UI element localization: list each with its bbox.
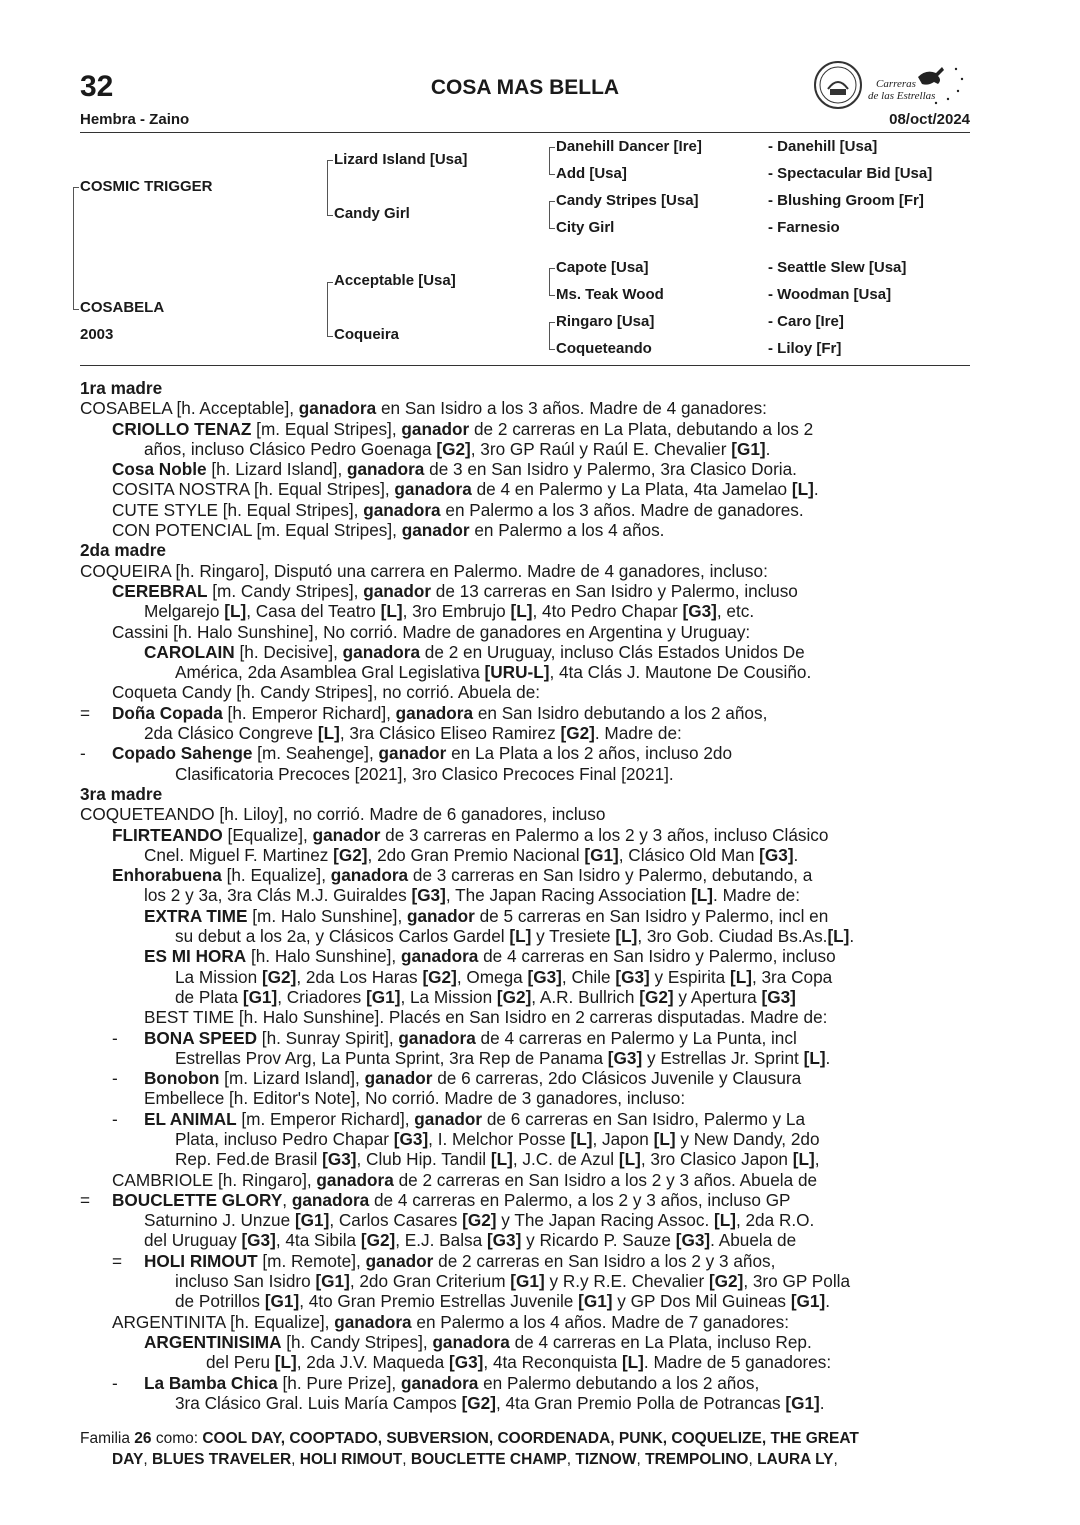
record-line: EXTRA TIME [m. Halo Sunshine], ganador de 5 carreras en San Isidro y Palermo, incl en [144, 905, 829, 926]
record-line: CEREBRAL [m. Candy Stripes], ganador de 13 carreras en San Isidro y Palermo, incluso [112, 580, 798, 601]
section-heading: 1ra madre [80, 378, 163, 398]
record-line: = HOLI RIMOUT [m. Remote], ganador de 2 carreras en San Isidro a los 2 y 3 años, [112, 1250, 776, 1271]
record-line: Cosa Noble [h. Lizard Island], ganadora de 3 en San Isidro y Palermo, 3ra Clasico Doria. [112, 459, 797, 480]
record-line: COSITA NOSTRA [h. Equal Stripes], ganadora de 4 en Palermo y La Plata, 4ta Jamelao [L]. [112, 479, 819, 500]
record-line: Embellece [h. Editor's Note], No corrió. Madre de 3 ganadores, incluso: [144, 1088, 686, 1109]
record-line: = Doña Copada [h. Emperor Richard], ganadora en San Isidro debutando a los 2 años, [80, 702, 768, 723]
sire: COSMIC TRIGGER [80, 178, 213, 195]
record-line: - Bonobon [m. Lizard Island], ganador de 6 carreras, 2do Clásicos Juvenile y Clausura [112, 1068, 802, 1089]
record-line: CUTE STYLE [h. Equal Stripes], ganadora en Palermo a los 3 años. Madre de ganadores. [112, 499, 804, 520]
dam: COSABELA [80, 299, 165, 316]
record-line: ARGENTINISIMA [h. Candy Stripes], ganadora de 4 carreras en La Plata, incluso Rep. [144, 1331, 812, 1352]
list-marker: - [112, 1027, 118, 1048]
record-line: - BONA SPEED [h. Sunray Spirit], ganadora de 4 carreras en Palermo y La Punta, incl [112, 1027, 797, 1048]
g4-4: - Farnesio [768, 219, 840, 236]
record-line: - Copado Sahenge [m. Seahenge], ganador en La Plata a los 2 años, incluso 2do [80, 743, 733, 764]
dam-dam: Coqueira [334, 326, 400, 343]
record-line: del Uruguay [G3], 4ta Sibila [G2], E.J. Balsa [G3] y Ricardo P. Sauze [G3]. Abuela de [144, 1230, 797, 1251]
g3-7: Ringaro [Usa] [556, 313, 655, 330]
g3-5: Capote [Usa] [556, 259, 649, 276]
record-line: ARGENTINITA [h. Equalize], ganadora en Palermo a los 4 años. Madre de 7 ganadores: [112, 1311, 790, 1332]
list-marker: - [112, 1068, 118, 1089]
logos [808, 55, 968, 115]
g4-3: - Blushing Groom [Fr] [768, 192, 924, 209]
g4-5: - Seattle Slew [Usa] [768, 259, 907, 276]
page-number: 32 [80, 70, 114, 103]
record-line: La Mission [G2], 2da Los Haras [G2], Omega [G3], Chile [G3] y Espirita [L], 3ra Copa [175, 966, 833, 987]
g3-4: City Girl [556, 219, 615, 236]
family-line-1: Familia 26 como: COOL DAY, COOPTADO, SUBVERSION, COORDENADA, PUNK, COQUELIZE, THE GREAT [80, 1430, 859, 1447]
record-line: los 2 y 3a, 3ra Clás M.J. Guiraldes [G3], The Japan Racing Association [L]. Madre de: [144, 885, 800, 906]
record-line: Saturnino J. Unzue [G1], Carlos Casares [G2] y The Japan Racing Assoc. [L], 2da R.O. [144, 1210, 815, 1231]
logo-text: de las Estrellas [868, 90, 936, 102]
record-line: Rep. Fed.de Brasil [G3], Club Hip. Tandil [L], J.C. de Azul [L], 3ro Clasico Japon [L], [175, 1149, 820, 1170]
list-marker: = [80, 702, 91, 723]
record-line: Melgarejo [L], Casa del Teatro [L], 3ro Embrujo [L], 4to Pedro Chapar [G3], etc. [144, 601, 755, 622]
record-line: CAROLAIN [h. Decisive], ganadora de 2 en Uruguay, incluso Clás Estados Unidos De [144, 641, 805, 662]
dam-year: 2003 [80, 326, 114, 343]
g3-6: Ms. Teak Wood [556, 286, 664, 303]
record-line: de Plata [G1], Criadores [G1], La Mission [G2], A.R. Bullrich [G2] y Apertura [G3] [175, 986, 796, 1007]
family-line-2: DAY, BLUES TRAVELER, HOLI RIMOUT, BOUCLETTE CHAMP, TIZNOW, TREMPOLINO, LAURA LY, [112, 1451, 838, 1468]
produce-record [80, 378, 980, 1413]
record-line: Clasificatoria Precoces [2021], 3ro Clasico Precoces Final [2021]. [175, 763, 674, 784]
record-line: Cassini [h. Halo Sunshine], No corrió. Madre de ganadores en Argentina y Uruguay: [112, 621, 751, 642]
g4-1: - Danehill [Usa] [768, 138, 878, 155]
record-line: - EL ANIMAL [m. Emperor Richard], ganador de 6 carreras en San Isidro, Palermo y La [112, 1108, 805, 1129]
record-line: Cnel. Miguel F. Martinez [G2], 2do Gran Premio Nacional [G1], Clásico Old Man [G3]. [144, 844, 799, 865]
record-line: COQUEIRA [h. Ringaro], Disputó una carrera en Palermo. Madre de 4 ganadores, incluso: [80, 560, 768, 581]
record-line: de Potrillos [G1], 4to Gran Premio Estrellas Juvenile [G1] y GP Dos Mil Guineas [G1]. [175, 1291, 830, 1312]
record-line: = BOUCLETTE GLORY, ganadora de 4 carreras en Palermo, a los 2 y 3 años, incluso GP [80, 1189, 791, 1210]
record-line: ES MI HORA [h. Halo Sunshine], ganadora de 4 carreras en San Isidro y Palermo, incluso [144, 946, 836, 967]
record-line: CON POTENCIAL [m. Equal Stripes], ganador en Palermo a los 4 años. [112, 520, 665, 541]
top-rule [80, 132, 970, 133]
list-marker: = [80, 1189, 91, 1210]
list-marker: - [112, 1108, 118, 1129]
breeders-cup-logo-icon [808, 55, 968, 115]
sire-dam: Candy Girl [334, 205, 410, 222]
pedigree-rule [80, 365, 970, 366]
g3-1: Danehill Dancer [Ire] [556, 138, 702, 155]
record-line: incluso San Isidro [G1], 2do Gran Criterium [G1] y R.y R.E. Chevalier [G2], 3ro GP Polla [175, 1271, 851, 1292]
list-marker: - [80, 743, 86, 764]
record-line: - La Bamba Chica [h. Pure Prize], ganadora en Palermo debutando a los 2 años, [112, 1372, 760, 1393]
record-line: CAMBRIOLE [h. Ringaro], ganadora de 2 carreras en San Isidro a los 2 y 3 años. Abuela de [112, 1169, 818, 1190]
family-footer [80, 1428, 980, 1470]
list-marker: = [112, 1250, 123, 1271]
horse-name: COSA MAS BELLA [430, 76, 620, 99]
g4-7: - Caro [Ire] [768, 313, 844, 330]
sire-sire: Lizard Island [Usa] [334, 151, 468, 168]
record-line: Plata, incluso Pedro Chapar [G3], I. Melchor Posse [L], Japon [L] y New Dandy, 2do [175, 1128, 820, 1149]
date: 08/oct/2024 [889, 111, 970, 128]
record-line: del Peru [L], 2da J.V. Maqueda [G3], 4ta Reconquista [L]. Madre de 5 ganadores: [206, 1352, 832, 1373]
record-line: Enhorabuena [h. Equalize], ganadora de 3 carreras en San Isidro y Palermo, debutando, a [112, 865, 813, 886]
list-marker: - [112, 1372, 118, 1393]
record-line: Coqueta Candy [h. Candy Stripes], no corrió. Abuela de: [112, 682, 541, 703]
section-heading: 3ra madre [80, 783, 163, 804]
record-line: años, incluso Clásico Pedro Goenaga [G2], 3ro GP Raúl y Raúl E. Chevalier [G1]. [144, 438, 771, 459]
g4-8: - Liloy [Fr] [768, 340, 842, 357]
sex-color: Hembra - Zaino [80, 111, 190, 128]
record-line: COSABELA [h. Acceptable], ganadora en San Isidro a los 3 años. Madre de 4 ganadores: [80, 398, 767, 419]
g4-2: - Spectacular Bid [Usa] [768, 165, 933, 182]
section-heading: 2da madre [80, 540, 166, 561]
g3-2: Add [Usa] [556, 165, 627, 182]
g3-8: Coqueteando [556, 340, 652, 357]
record-line: América, 2da Asamblea Gral Legislativa [URU-L], 4ta Clás J. Mautone De Cousiño. [175, 662, 812, 683]
record-line: 2da Clásico Congreve [L], 3ra Clásico Eliseo Ramirez [G2]. Madre de: [144, 723, 682, 744]
record-line: CRIOLLO TENAZ [m. Equal Stripes], ganador de 2 carreras en La Plata, debutando a los 2 [112, 418, 814, 439]
record-line: 3ra Clásico Gral. Luis María Campos [G2], 4ta Gran Premio Polla de Potrancas [G1]. [175, 1392, 825, 1413]
svg-text:Carreras: Carreras [876, 78, 916, 90]
g3-3: Candy Stripes [Usa] [556, 192, 699, 209]
record-line: su debut a los 2a, y Clásicos Carlos Gardel [L] y Tresiete [L], 3ro Gob. Ciudad Bs.As.[L]. [175, 926, 855, 947]
record-line: BEST TIME [h. Halo Sunshine]. Placés en San Isidro en 2 carreras disputadas. Madre de: [144, 1007, 828, 1028]
dam-sire: Acceptable [Usa] [334, 272, 456, 289]
record-line: COQUETEANDO [h. Liloy], no corrió. Madre de 6 ganadores, incluso [80, 804, 606, 825]
g4-6: - Woodman [Usa] [768, 286, 892, 303]
record-line: FLIRTEANDO [Equalize], ganador de 3 carreras en Palermo a los 2 y 3 años, incluso Clásico [112, 824, 829, 845]
record-line: Estrellas Prov Arg, La Punta Sprint, 3ra Rep de Panama [G3] y Estrellas Jr. Sprint [L]. [175, 1047, 831, 1068]
